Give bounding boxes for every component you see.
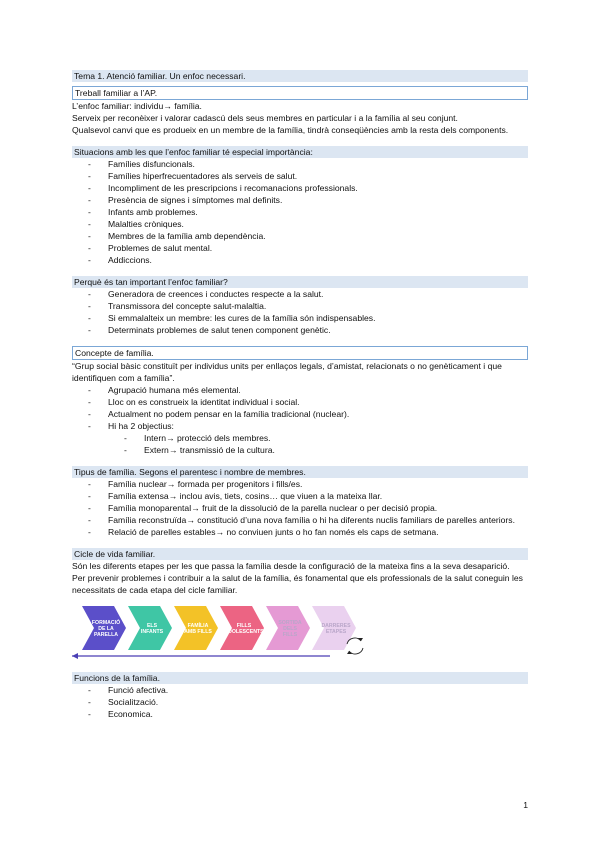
timeline-arrowhead <box>72 653 78 659</box>
list-item: - Actualment no podem pensar en la família tradicional (nuclear). <box>88 408 528 420</box>
topic-title: Tema 1. Atenció familiar. Un enfoc necessari. <box>72 70 528 82</box>
cycle-step-label: SORTIDA DELS FILLS <box>278 620 302 638</box>
concepte-quote: “Grup social bàsic constituït per individus units per enllaços legals, d’amistat, relacionats o no genèticament i que identifiquen com a família”. <box>72 361 502 383</box>
list-item: - Economica. <box>88 708 528 720</box>
list-item-text: Hi ha 2 objectius: <box>108 421 174 431</box>
list-item: - Addiccions. <box>88 254 528 266</box>
page-number: 1 <box>523 800 528 810</box>
list-item: - Infants amb problemes. <box>88 206 528 218</box>
section-heading-tipus: Tipus de família. Segons el parentesc i nombre de membres. <box>72 466 528 478</box>
list-item: - Funció afectiva. <box>88 684 528 696</box>
list-item: - Si emmalalteix un membre: les cures de la família són indispensables. <box>88 312 528 324</box>
objectius-list <box>108 432 528 456</box>
perque-list <box>72 288 528 336</box>
section-heading-situacions: Situacions amb les que l’enfoc familiar té especial importància: <box>72 146 528 158</box>
intro-paragraph <box>72 100 528 136</box>
list-item: - Família monoparental→ fruit de la dissolució de la parella nuclear o per decisió propia. <box>88 502 528 514</box>
section-heading-perque: Perquè és tan important l’enfoc familiar? <box>72 276 528 288</box>
list-item: - Lloc on es construeix la identitat individual i social. <box>88 396 528 408</box>
document-page <box>72 70 528 720</box>
cycle-step-label: ELS INFANTS <box>140 623 164 635</box>
section-heading-funcions: Funcions de la família. <box>72 672 528 684</box>
list-item: - Presència de signes i símptomes mal definits. <box>88 194 528 206</box>
cycle-step-label: FAMÍLIA AMB FILLS <box>184 623 212 635</box>
list-item: - Determinats problemes de salut tenen component genètic. <box>88 324 528 336</box>
list-item: - Problemes de salut mental. <box>88 242 528 254</box>
list-item: - Famílies disfuncionals. <box>88 158 528 170</box>
intro-line: Qualsevol canvi que es produeix en un membre de la família, tindrà conseqüències amb la resta dels components. <box>72 125 509 135</box>
cycle-step <box>266 606 310 650</box>
cicle-line: Per prevenir problemes i contribuir a la salut de la família, és fonamental que els professionals de la salut coneguin les necessitats de cada etapa del cicle familiar. <box>72 573 523 595</box>
cycle-step <box>174 606 218 650</box>
list-item: - Socialització. <box>88 696 528 708</box>
list-item: - Agrupació humana més elemental. <box>88 384 528 396</box>
family-life-cycle-diagram <box>72 602 528 662</box>
situacions-list <box>72 158 528 266</box>
list-item: - Família extensa→ inclou avis, tiets, cosins… que viuen a la mateixa llar. <box>88 490 528 502</box>
list-item: - Malalties cròniques. <box>88 218 528 230</box>
list-item: - Famílies hiperfrecuentadores als serveis de salut. <box>88 170 528 182</box>
cycle-step-label: DARRERES ETAPES <box>321 623 351 635</box>
list-item: - Extern→ transmissió de la cultura. <box>124 444 528 456</box>
tipus-list <box>72 478 528 538</box>
list-item: - Intern→ protecció dels membres. <box>124 432 528 444</box>
cicle-line: Són les diferents etapes per les que passa la família desde la configuració de la mateixa fins a la seva desaparició. <box>72 561 510 571</box>
list-item: - Membres de la família amb dependència. <box>88 230 528 242</box>
cycle-step-label: FILLS ADOLESCENTS <box>224 623 264 635</box>
list-item: - Incompliment de les prescripcions i recomanacions professionals. <box>88 182 528 194</box>
section-heading-cicle: Cicle de vida familiar. <box>72 548 528 560</box>
list-item: - Relació de parelles estables→ no conviuen junts o ho fan només els caps de setmana. <box>88 526 528 538</box>
list-item: - Transmissora del concepte salut-malaltia. <box>88 300 528 312</box>
intro-line: L’enfoc familiar: individu→ família. <box>72 101 202 111</box>
section-heading-treball-familiar: Treball familiar a l’AP. <box>72 86 528 100</box>
cycle-step <box>312 606 356 650</box>
funcions-list <box>72 684 528 720</box>
intro-line: Serveix per reconèixer i valorar cadascú dels seus membres en particular i a la família al seu conjunt. <box>72 113 458 123</box>
section-heading-concepte: Concepte de família. <box>72 346 528 360</box>
cycle-step <box>128 606 172 650</box>
cycle-step-label: FORMACIÓ DE LA PARELLA <box>91 620 121 638</box>
list-item: - Família reconstruïda→ constitució d’una nova família o hi ha diferents nuclis familiars de parelles anteriors. <box>88 514 528 526</box>
cycle-step <box>82 606 126 650</box>
cycle-arrows-icon <box>347 638 363 654</box>
cycle-step <box>220 606 264 650</box>
concepte-list <box>72 384 528 456</box>
list-item: - Generadora de creences i conductes respecte a la salut. <box>88 288 528 300</box>
list-item: - Família nuclear→ formada per progenitors i fills/es. <box>88 478 528 490</box>
list-item <box>88 420 528 456</box>
